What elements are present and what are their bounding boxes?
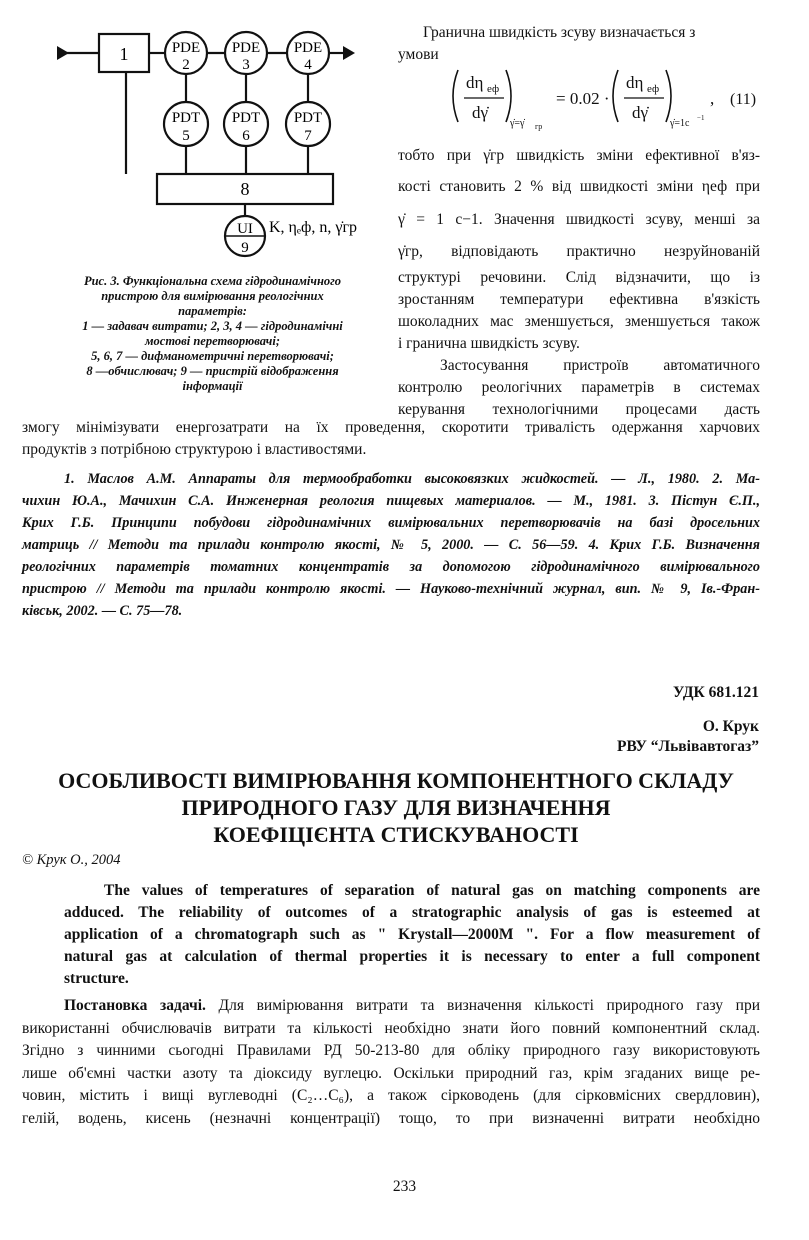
svg-text:γ̇=γ̇: γ̇=γ̇ [510,118,525,129]
right-column-text [398,22,760,66]
pde-4-label: PDE [293,40,323,56]
author-affiliation: РВУ “Львівавтогаз” [616,738,759,755]
author-name: О. Крук [702,718,759,735]
pdt-7-number: 7 [304,128,312,144]
svg-text:,: , [710,89,715,108]
svg-text:dγ̇: dγ̇ [632,103,649,122]
intro-line-1: Гранична швидкість зсуву визначається з [423,24,696,41]
body-paragraph: Постановка задачі. Для вимірювання витрати та визначення кількості природного газу при використанні обчислювачів витрати та кількості необхідно знати його повний компонентний склад. Згідно з чинними сьогодні Правилами РД 50-213-80 для обліку природного газу використовують лише об'ємні частки азоту та діоксиду вуглецю. Оскільки природний газ, крім згаданих вище ре- човин, містить і вищі вуглеводні (C₂…C₆), а також сірководень (для сірковмісних свердловин), гелій, водень, кисень (незначні концентрації) тощо, то при визначенні витрати необхідно [22,997,760,1127]
paragraph-2-start: Застосування пристроїв автоматичного [440,357,760,374]
pdt-6-number: 6 [242,128,250,144]
continuation-text: змогу мінімізувати енергозатрати на їх проведення, скоротити тривалість одержання харчових продуктів з потрібною структурою і властивостями. [22,419,760,458]
copyright-line: © Крук О., 2004 [22,852,121,868]
pdt-6-label: PDT [231,110,261,126]
pde-3-number: 3 [242,57,250,73]
abstract: The values of temperatures of separation of natural gas on matching components are adduced. The reliability of outcomes of a stratographic analysis of gas is esteemed at application of a chromatograph such as " Krystall—2000M ". For a flow measurement of natural gas at calculation of thermal properties it is necessary to enter a full component structure. [64,882,760,987]
svg-text:еф: еф [647,83,660,95]
article-title: ОСОБЛИВОСТІ ВИМІРЮВАННЯ КОМПОНЕНТНОГО СКЛАДУ ПРИРОДНОГО ГАЗУ ДЛЯ ВИЗНАЧЕННЯ КОЕФІЦІЄНТА СТИСКУВАНОСТІ [58,768,734,847]
udk-code: УДК 681.121 [673,684,759,701]
ui-9-number: 9 [241,240,249,256]
pde-3-label: PDE [231,40,261,56]
intro-line-2: умови [398,46,439,63]
ui-9-label: UI [237,221,253,237]
pdt-5-number: 5 [182,128,190,144]
problem-heading: Постановка задачі. [64,997,206,1014]
block-8-label: 8 [240,179,250,199]
pde-4-number: 4 [304,57,312,73]
pde-2-number: 2 [182,57,190,73]
svg-text:dη: dη [626,73,644,92]
references-list: 1. Маслов А.М. Аппараты для термообработки высоковязких жидкостей. — Л., 1980. 2. Ма- чихин Ю.А., Мачихин С.А. Инженерная реология пищевых материалов. — М., 1981. 3. Пістун Є.П., Крих Г.Б. Принципи побудови гідродинамічних вимірювальних перетворювачів на базі дросельних матриць // Методи та прилади контролю якості, № 5, 2000. — С. 56—59. 4. Крих Г.Б. Визначення реологічних параметрів томатних концентратів за допомогою гідродинамічного вимірювального пристрою // Методи та прилади контролю якості. — Науково-технічний журнал, вип. № 9, Ів.-Фран- ківськ, 2002. — С. 75—78. [22,471,760,619]
formula-number: (11) [730,91,757,108]
svg-text:dγ̇: dγ̇ [472,103,489,122]
diagram-svg [55,22,395,267]
block-1-label: 1 [119,44,129,64]
formula-11 [448,66,768,134]
output-arrow-icon [343,46,355,60]
formula-svg [448,66,768,134]
figure-caption: Рис. 3. Функціональна схема гідродинамічного пристрою для вимірювання реологічних параметрів: 1 — задавач витрати; 2, 3, 4 — гідродинамічні мостові перетворювачі; 5, 6, 7 — дифманометричні перетворювачі; 8 —обчислювач; 9 — пристрій відображення інформації [82,274,343,393]
svg-text:−1: −1 [697,114,705,122]
page-number: 233 [392,1178,417,1195]
pde-2-label: PDE [171,40,201,56]
svg-text:dη: dη [466,73,484,92]
svg-text:γ̇=1c: γ̇=1c [670,118,690,129]
pdt-7-label: PDT [293,110,323,126]
right-column-paragraph-1: тобто при γ̇гр швидкість зміни ефективної в'яз- кості становить 2 % від швидкості зміни ηеф при γ̇ = 1 с−1. Значення швидкості зсуву, менші за γ̇гр, відповідають практично незруйнованій структурі речовини. Слід відзначити, що із зростанням температури ефективна в'язкість шоколадних мас зменшується, зменшується також і гранична швидкість зсуву. Застосування пристроїв автоматичного контролю реологічних параметрів в системах керування технологічними процесами дасть [398,147,760,418]
svg-text:= 0.02 ·: = 0.02 · [556,89,610,108]
pdt-5-label: PDT [171,110,201,126]
svg-text:еф: еф [487,83,500,95]
figure-functional-diagram [55,22,395,267]
svg-text:гр: гр [535,122,543,131]
input-arrow-icon [57,46,69,60]
output-parameters-label: K, ηₑф, n, γ̇гр [269,219,358,236]
